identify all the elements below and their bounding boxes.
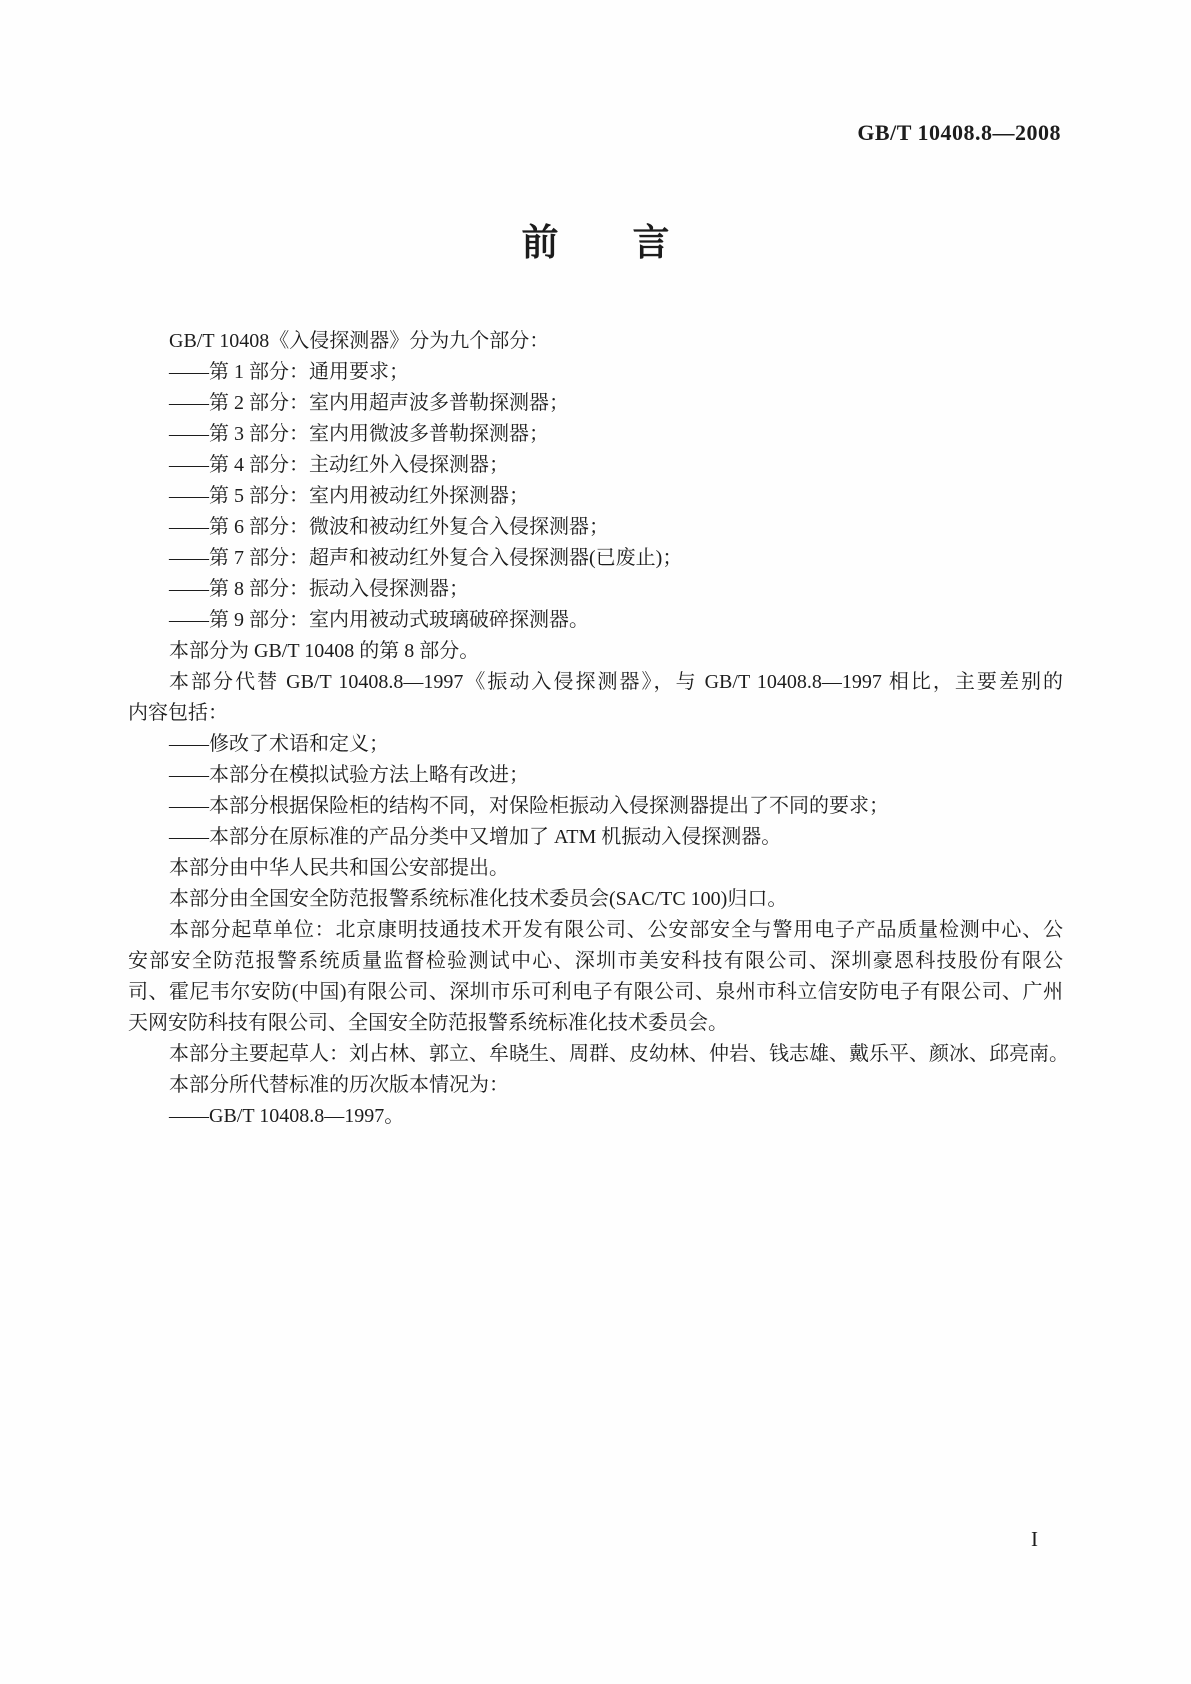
text-line: 司、霍尼韦尔安防(中国)有限公司、深圳市乐可利电子有限公司、泉州市科立信安防电子有限公司、广州 xyxy=(128,981,1063,1003)
text-line: ——本部分在原标准的产品分类中又增加了 ATM 机振动入侵探测器。 xyxy=(169,826,782,848)
text-line: GB/T 10408《入侵探测器》分为九个部分： xyxy=(169,330,550,352)
text-line: ——第 1 部分：通用要求； xyxy=(169,361,409,383)
text-line: 本部分由中华人民共和国公安部提出。 xyxy=(169,857,509,879)
text-line: ——第 9 部分：室内用被动式玻璃破碎探测器。 xyxy=(169,609,589,631)
text-line: ——本部分根据保险柜的结构不同，对保险柜振动入侵探测器提出了不同的要求； xyxy=(169,795,889,817)
body-text xyxy=(128,326,1069,1132)
text-line: 本部分为 GB/T 10408 的第 8 部分。 xyxy=(169,640,480,662)
text-line: 本部分所代替标准的历次版本情况为： xyxy=(169,1074,509,1096)
text-line: ——GB/T 10408.8—1997。 xyxy=(169,1105,405,1127)
text-line: 本部分代替 GB/T 10408.8—1997《振动入侵探测器》，与 GB/T 10408.8—1997 相比，主要差别的 xyxy=(169,671,1063,693)
standard-code: GB/T 10408.8—2008 xyxy=(857,120,1061,145)
text-line: ——第 2 部分：室内用超声波多普勒探测器； xyxy=(169,392,569,414)
text-line: ——第 8 部分：振动入侵探测器； xyxy=(169,578,469,600)
text-line: ——第 3 部分：室内用微波多普勒探测器； xyxy=(169,423,549,445)
text-line: 内容包括： xyxy=(128,702,228,724)
page-title: 前 言 xyxy=(521,222,670,263)
text-line: 本部分主要起草人：刘占林、郭立、牟晓生、周群、皮幼林、仲岩、钱志雄、戴乐平、颜冰、邱亮南。 xyxy=(169,1043,1069,1065)
text-line: 本部分起草单位：北京康明技通技术开发有限公司、公安部安全与警用电子产品质量检测中心、公 xyxy=(169,919,1063,941)
text-line: ——第 6 部分：微波和被动红外复合入侵探测器； xyxy=(169,516,609,538)
text-line: 天网安防科技有限公司、全国安全防范报警系统标准化技术委员会。 xyxy=(128,1012,728,1034)
text-line: 本部分由全国安全防范报警系统标准化技术委员会(SAC/TC 100)归口。 xyxy=(169,888,788,910)
text-line: ——第 7 部分：超声和被动红外复合入侵探测器(已废止)； xyxy=(169,547,683,569)
text-line: ——本部分在模拟试验方法上略有改进； xyxy=(169,764,529,786)
text-line: ——第 4 部分：主动红外入侵探测器； xyxy=(169,454,509,476)
text-line: ——第 5 部分：室内用被动红外探测器； xyxy=(169,485,529,507)
text-line: 安部安全防范报警系统质量监督检验测试中心、深圳市美安科技有限公司、深圳豪恩科技股份有限公 xyxy=(128,950,1063,972)
text-line: ——修改了术语和定义； xyxy=(169,733,389,755)
page-number: I xyxy=(1031,1527,1038,1551)
